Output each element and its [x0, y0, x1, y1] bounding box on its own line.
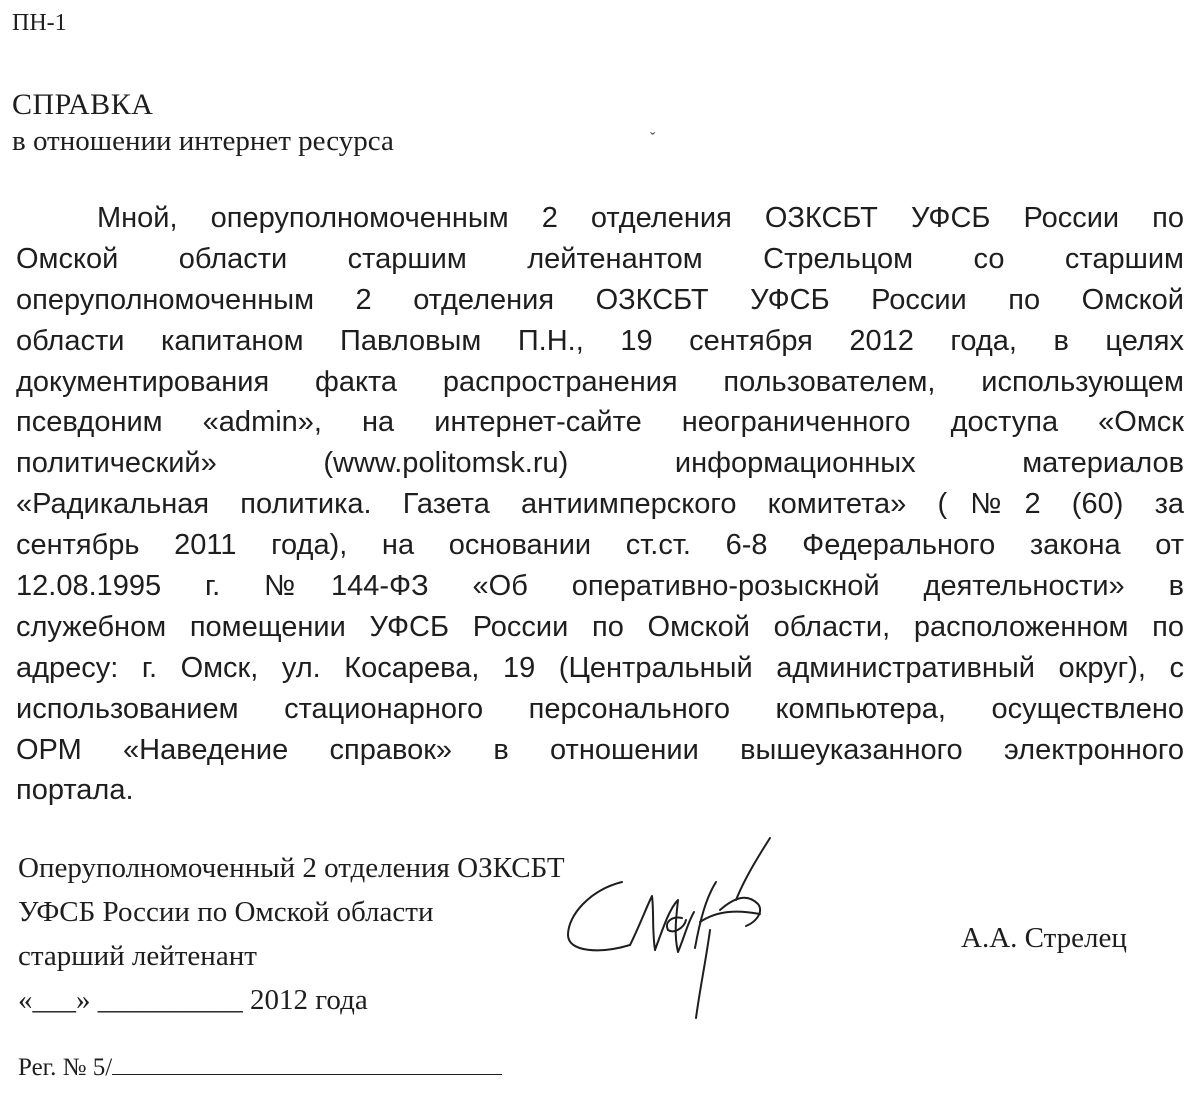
body-line: использованием стационарного персонального компьютера, осуществлено [16, 692, 1184, 725]
body-line: сентябрь 2011 года), на основании ст.ст. 6-8 Федерального закона от [16, 529, 1184, 562]
body-line: 12.08.1995 г. №144-ФЗ «Об оперативно-розыскной деятельности» в [16, 570, 1184, 603]
body-line: адресу: г. Омск, ул. Косарева, 19 (Центральный административный округ), с [16, 651, 1184, 684]
date-line: «___» __________ 2012 года [18, 984, 368, 1016]
registration-number [18, 1052, 502, 1082]
handwritten-signature [560, 830, 800, 1030]
scan-speck: ˇ [650, 130, 656, 147]
body-line: Омской области старшим лейтенантом Стрельцом со старшим [16, 242, 1184, 275]
form-code: ПН-1 [12, 10, 67, 36]
signer-name: А.А. Стрелец [961, 922, 1127, 954]
signature-block [18, 846, 565, 1022]
body-line: «Радикальная политика. Газета антиимперского комитета» (№2 (60) за [16, 488, 1184, 521]
position-line: УФСБ России по Омской области [18, 896, 434, 928]
body-text [16, 198, 1184, 811]
rank-line: старший лейтенант [18, 940, 257, 972]
document-subtitle: в отношении интернет ресурса [12, 125, 394, 157]
body-line: псевдоним «admin», на интернет-сайте неограниченного доступа «Омск [16, 406, 1184, 439]
document-title: СПРАВКА [12, 88, 154, 121]
body-line: документирования факта распространения пользователем, использующем [16, 365, 1184, 398]
body-line: оперуполномоченным 2 отделения ОЗКСБТ УФСБ России по Омской [16, 283, 1184, 316]
body-line: политический» (www.politomsk.ru) информационных материалов [16, 447, 1184, 480]
body-line: Мной, оперуполномоченным 2 отделения ОЗКСБТ УФСБ России по [97, 202, 1184, 234]
body-line: ОРМ «Наведение справок» в отношении вышеуказанного электронного [16, 733, 1184, 766]
registration-label: Рег. № 5/ [18, 1054, 113, 1081]
body-line: служебном помещении УФСБ России по Омской области, расположенном по [16, 610, 1184, 643]
position-line: Оперуполномоченный 2 отделения ОЗКСБТ [18, 852, 565, 884]
body-line: портала. [16, 774, 134, 807]
registration-blank-line [112, 1052, 502, 1075]
body-line: области капитаном Павловым П.Н., 19 сентября 2012 года, в целях [16, 324, 1184, 357]
